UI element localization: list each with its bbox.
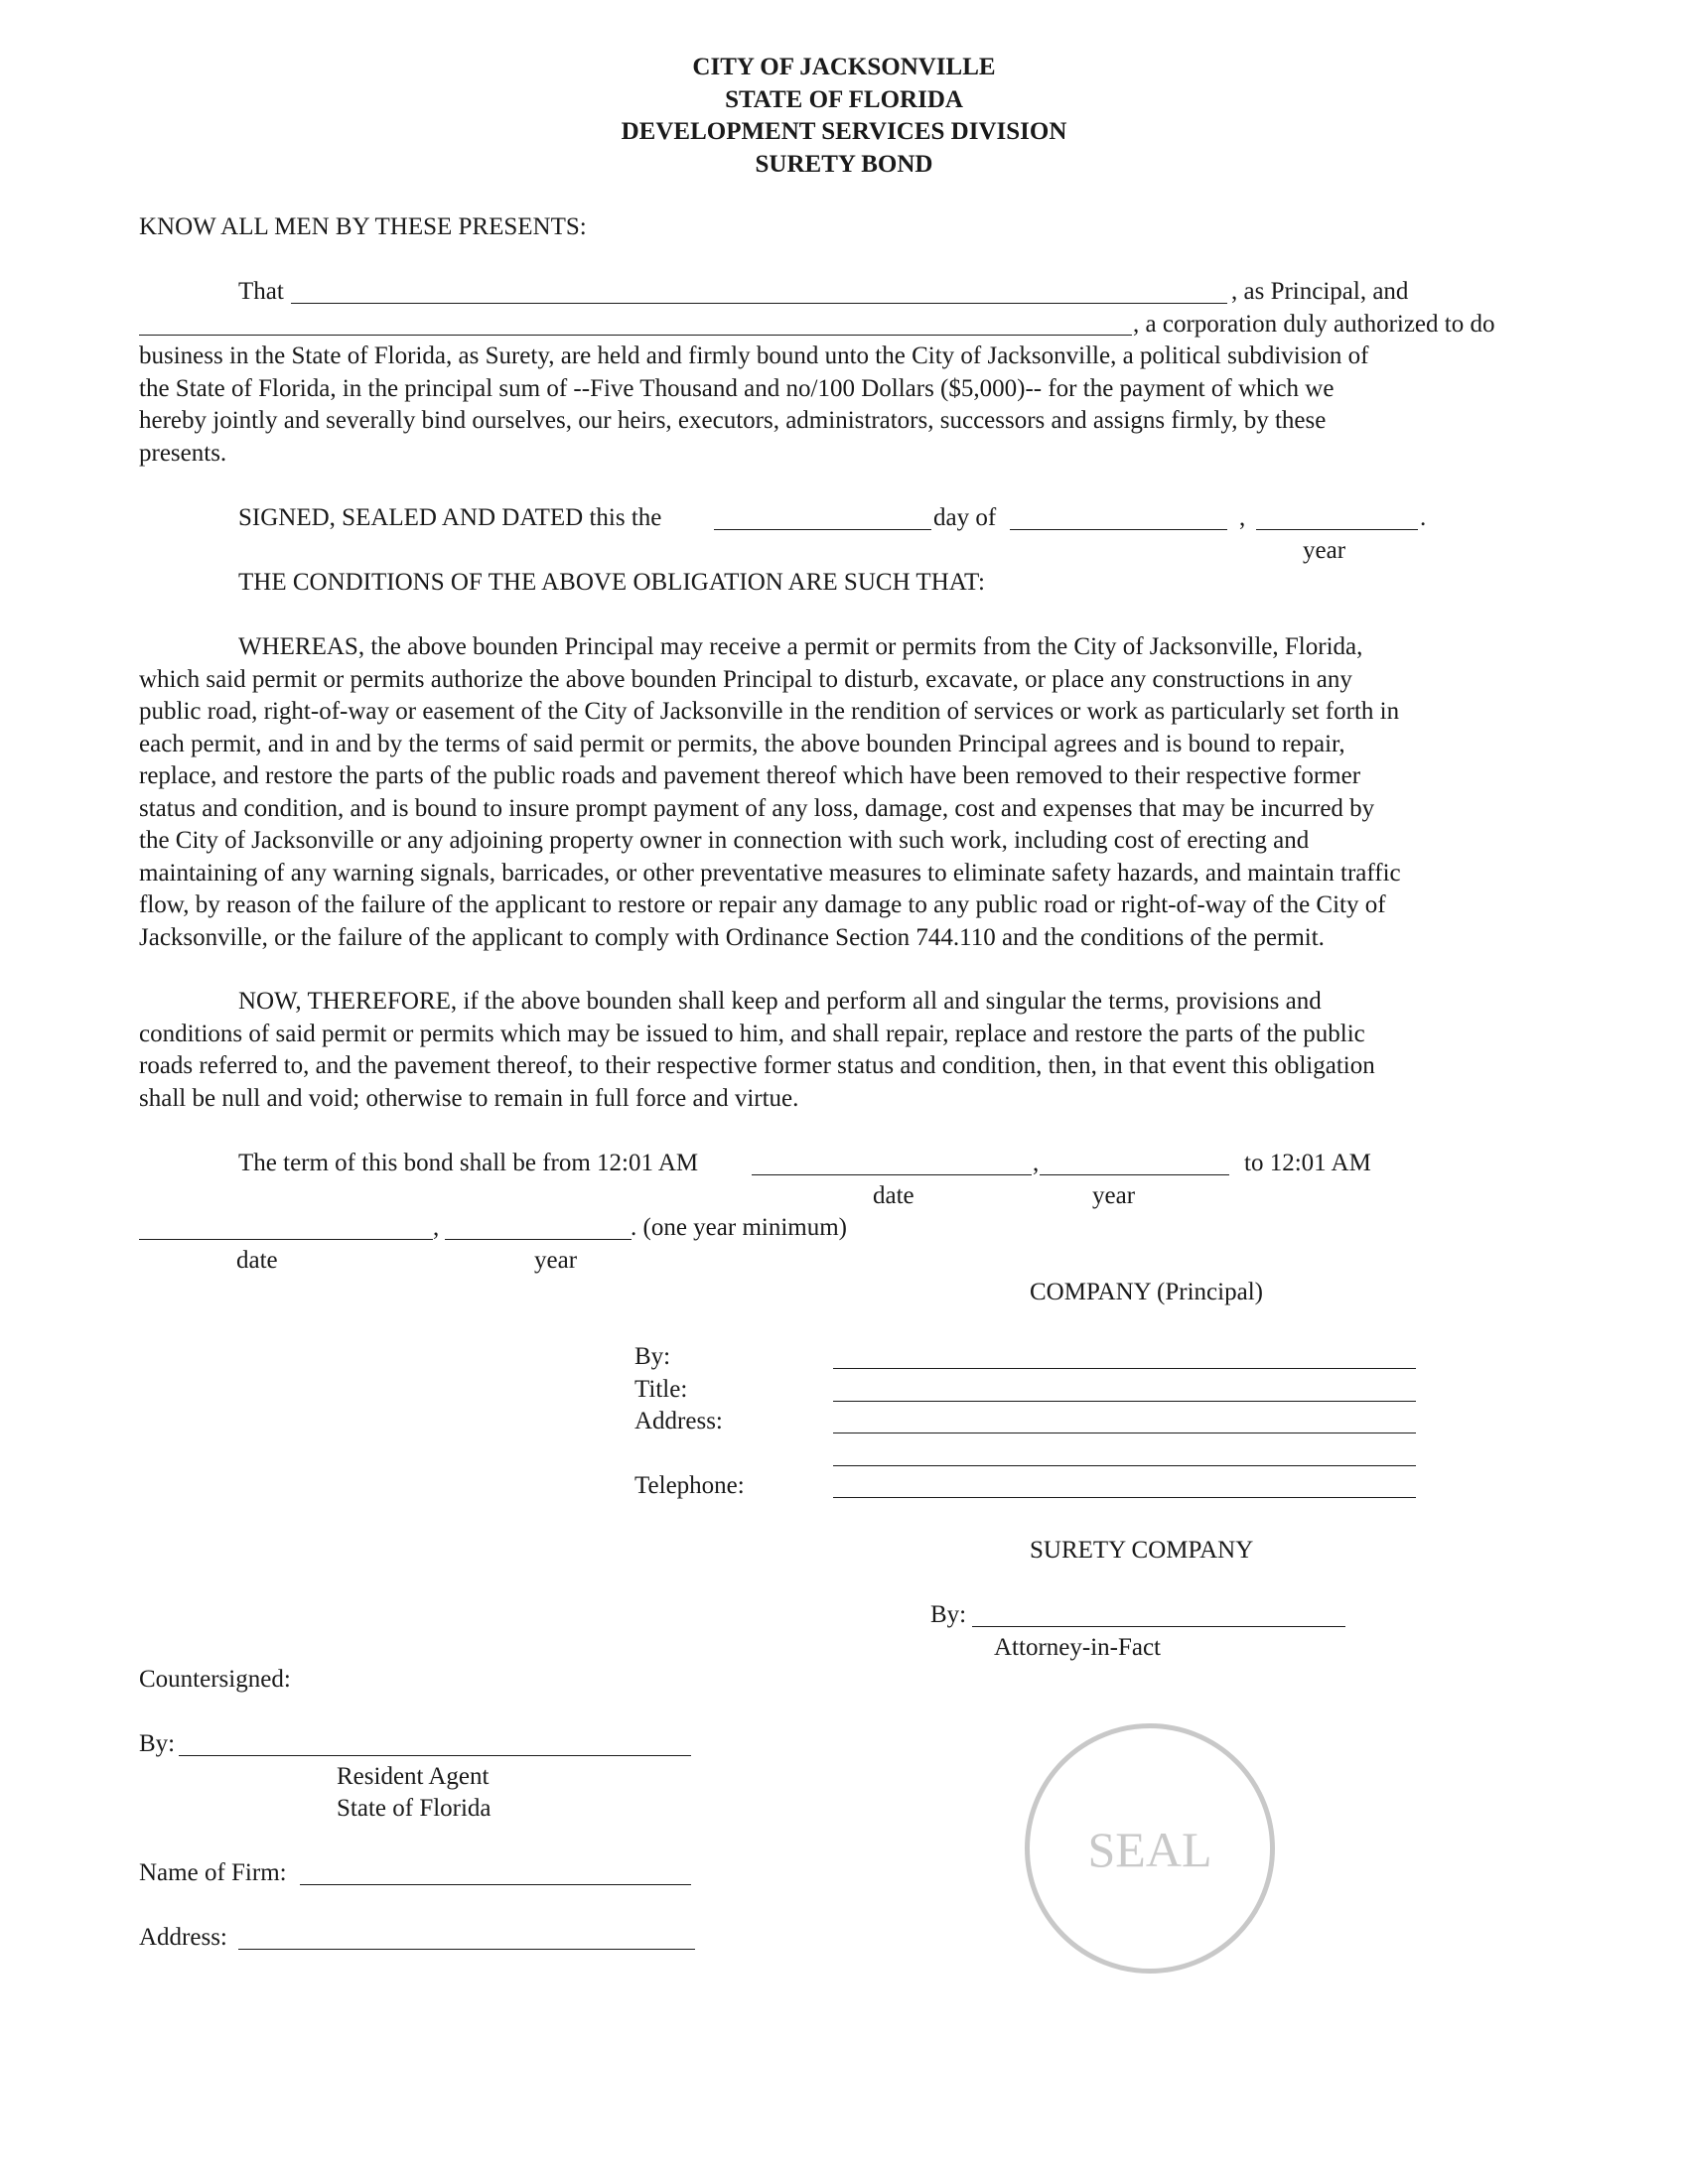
company-principal-heading: COMPANY (Principal): [1030, 1279, 1263, 1305]
countersign-by-label: By:: [139, 1730, 176, 1757]
preamble-body: [139, 341, 1549, 470]
term-end-comma: ,: [433, 1214, 440, 1241]
term-start-year-line[interactable]: [1040, 1174, 1229, 1175]
as-principal-text: , as Principal, and: [1231, 278, 1409, 305]
preamble-line: presents.: [139, 439, 227, 467]
header-city: CITY OF JACKSONVILLE: [692, 54, 996, 80]
principal-title-line[interactable]: [833, 1401, 1416, 1402]
term-comma: ,: [1033, 1150, 1040, 1176]
principal-address-line-2[interactable]: [833, 1465, 1416, 1466]
whereas-line: which said permit or permits authorize the above bounden Principal to disturb, excavate, or place any constructions in any: [139, 665, 1352, 693]
countersigned-label: Countersigned:: [139, 1666, 291, 1693]
surety-by-label: By:: [930, 1601, 967, 1628]
term-date-label: date: [873, 1182, 914, 1209]
whereas-paragraph: [139, 631, 1549, 954]
whereas-line: public road, right-of-way or easement of the City of Jacksonville in the rendition of services or work as particularly set forth in: [139, 698, 1400, 725]
principal-name-line[interactable]: [291, 303, 1227, 304]
whereas-line: maintaining of any warning signals, barricades, or other preventative measures to eliminate safety hazards, and maintain traffic: [139, 859, 1401, 887]
signed-comma: ,: [1239, 504, 1246, 531]
seal-circle: [1025, 1723, 1275, 1974]
preamble-line: business in the State of Florida, as Surety, are held and firmly bound unto the City of Jacksonville, a political subdivision of: [139, 342, 1369, 369]
term-to-text: to 12:01 AM: [1244, 1150, 1371, 1176]
document-header: [0, 52, 1688, 181]
whereas-line: status and condition, and is bound to insure prompt payment of any loss, damage, cost and expenses that may be incurred by: [139, 794, 1375, 822]
header-title: SURETY BOND: [755, 150, 933, 178]
principal-by-label: By:: [634, 1343, 671, 1370]
know-all-men-heading: KNOW ALL MEN BY THESE PRESENTS:: [139, 213, 587, 240]
term-end-year-label: year: [534, 1247, 578, 1274]
that-label: That: [238, 278, 284, 305]
surety-by-line[interactable]: [972, 1626, 1345, 1627]
corporation-text: , a corporation duly authorized to do: [1133, 311, 1495, 338]
signed-period: .: [1420, 504, 1427, 531]
surety-company-heading: SURETY COMPANY: [1030, 1537, 1254, 1564]
countersign-address-line[interactable]: [238, 1949, 695, 1950]
countersign-address-label: Address:: [139, 1924, 227, 1951]
now-therefore-line: conditions of said permit or permits which may be issued to him, and shall repair, replace and restore the parts of the public: [139, 1020, 1365, 1047]
term-end-year-line[interactable]: [445, 1239, 632, 1240]
principal-telephone-line[interactable]: [833, 1497, 1416, 1498]
signed-day-line[interactable]: [714, 529, 931, 530]
header-division: DEVELOPMENT SERVICES DIVISION: [621, 118, 1067, 145]
conditions-heading: THE CONDITIONS OF THE ABOVE OBLIGATION ARE SUCH THAT:: [238, 569, 986, 596]
whereas-line: each permit, and in and by the terms of said permit or permits, the above bounden Principal agrees and is bound to repair,: [139, 730, 1345, 757]
seal-text: SEAL: [1087, 1822, 1212, 1877]
principal-address-label: Address:: [634, 1408, 723, 1434]
resident-agent-label: Resident Agent: [337, 1763, 490, 1790]
whereas-line: the City of Jacksonville or any adjoining property owner in connection with such work, including cost of erecting and: [139, 827, 1310, 854]
term-start-date-line[interactable]: [752, 1174, 1032, 1175]
surety-name-line[interactable]: [139, 335, 1132, 336]
now-therefore-paragraph: [139, 986, 1549, 1115]
now-therefore-line: shall be null and void; otherwise to remain in full force and virtue.: [139, 1084, 799, 1112]
preamble-line: the State of Florida, in the principal sum of --Five Thousand and no/100 Dollars ($5,000)-- for the payment of which we: [139, 374, 1335, 402]
term-text: The term of this bond shall be from 12:01 AM: [238, 1150, 699, 1176]
whereas-line: replace, and restore the parts of the public roads and pavement thereof which have been removed to their respective former: [139, 762, 1361, 789]
preamble-line: hereby jointly and severally bind ourselves, our heirs, executors, administrators, successors and assigns firmly, by these: [139, 407, 1327, 434]
term-end-date-line[interactable]: [139, 1239, 433, 1240]
day-of-label: day of: [933, 504, 997, 531]
signed-month-line[interactable]: [1010, 529, 1227, 530]
term-end-date-label: date: [236, 1247, 278, 1274]
countersign-by-line[interactable]: [179, 1755, 691, 1756]
principal-telephone-label: Telephone:: [634, 1472, 745, 1499]
whereas-line: WHEREAS, the above bounden Principal may receive a permit or permits from the City of Jacksonville, Florida,: [238, 633, 1363, 660]
now-therefore-line: NOW, THEREFORE, if the above bounden shall keep and perform all and singular the terms, provisions and: [238, 988, 1322, 1015]
state-of-florida-label: State of Florida: [337, 1795, 492, 1822]
principal-title-label: Title:: [634, 1376, 688, 1403]
term-year-label: year: [1092, 1182, 1136, 1209]
now-therefore-line: roads referred to, and the pavement thereof, to their respective former status and condition, then, in that event this obligation: [139, 1052, 1375, 1079]
signed-year-line[interactable]: [1256, 529, 1418, 530]
firm-name-label: Name of Firm:: [139, 1859, 287, 1886]
signed-year-label: year: [1303, 537, 1346, 564]
whereas-line: flow, by reason of the failure of the applicant to restore or repair any damage to any public road or right-of-way of the City of: [139, 891, 1386, 918]
header-state: STATE OF FLORIDA: [725, 85, 963, 113]
signed-sealed-text: SIGNED, SEALED AND DATED this the: [238, 504, 662, 531]
principal-by-line[interactable]: [833, 1368, 1416, 1369]
term-minimum-text: . (one year minimum): [631, 1214, 847, 1241]
whereas-line: Jacksonville, or the failure of the applicant to comply with Ordinance Section 744.110 and the conditions of the permit.: [139, 923, 1325, 951]
firm-name-line[interactable]: [300, 1884, 691, 1885]
attorney-in-fact-label: Attorney-in-Fact: [994, 1634, 1162, 1661]
